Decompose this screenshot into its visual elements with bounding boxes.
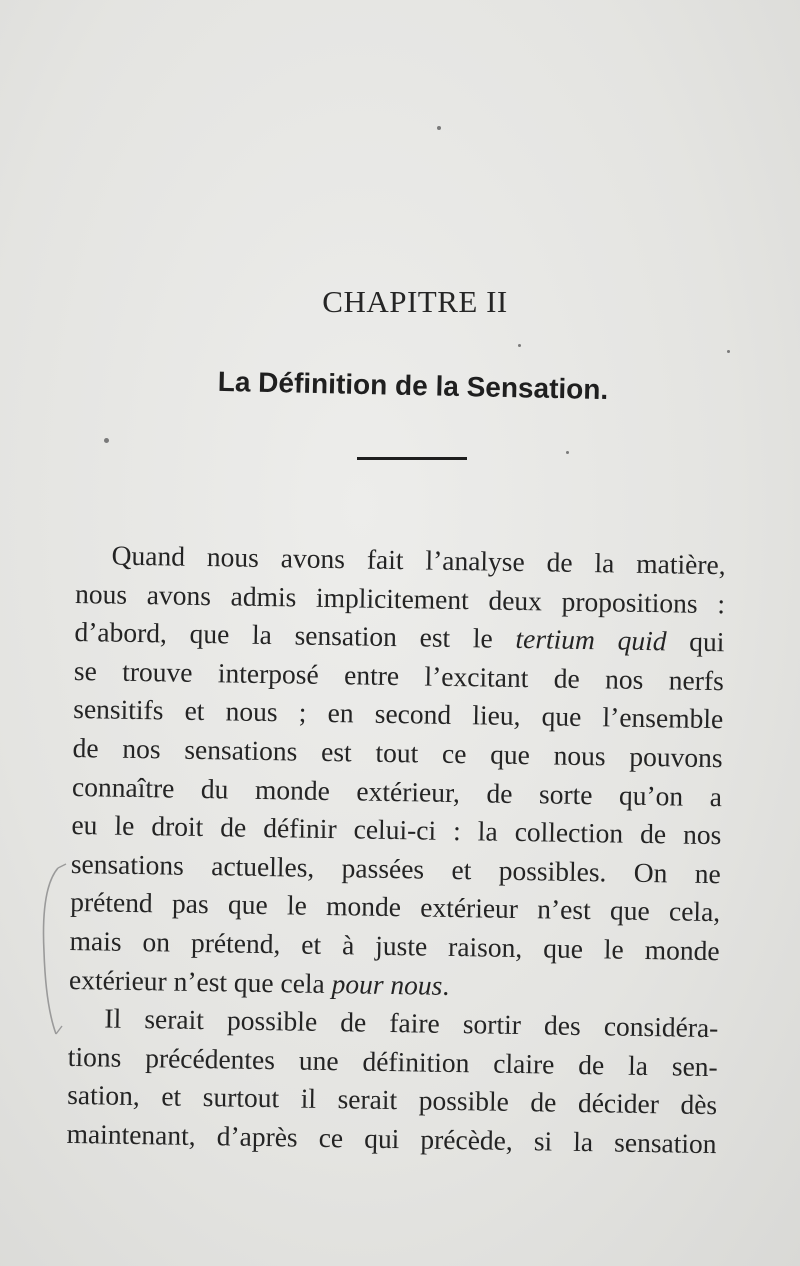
text-fragment: d’abord, que la sensation est le: [74, 616, 494, 654]
chapter-heading: CHAPITRE II: [322, 284, 508, 319]
text-line: maintenant, d’après ce qui précède, si la sensation: [66, 1117, 717, 1160]
margin-pencil-mark: [36, 862, 72, 1042]
text-line: tions précédentes une définition claire de la sen-: [67, 1040, 718, 1082]
ink-speck: [104, 438, 109, 443]
text-line: se trouve interposé entre l’excitant de nos nerfs: [73, 654, 725, 696]
title-rule: [357, 457, 467, 460]
text-line: sensations actuelles, passées et possibles. On ne: [70, 847, 722, 889]
text-line: Il serait possible de faire sortir des considéra-: [104, 1002, 719, 1044]
ink-speck: [518, 344, 521, 347]
ink-speck: [566, 451, 569, 454]
text-line: Quand nous avons fait l’analyse de la matière,: [111, 539, 726, 581]
italic-phrase: pour nous: [331, 967, 443, 1001]
text-fragment: qui: [689, 625, 725, 658]
text-fragment: .: [442, 969, 450, 1001]
text-line: prétend pas que le monde extérieur n’est que cela,: [70, 886, 721, 928]
text-line: connaître du monde extérieur, de sorte qu’on a: [71, 770, 723, 812]
text-line: de nos sensations est tout ce que nous pouvons: [72, 731, 723, 774]
chapter-title: La Définition de la Sensation.: [217, 365, 609, 406]
text-line: sation, et surtout il serait possible de décider dès: [66, 1079, 718, 1121]
italic-phrase: tertium quid: [515, 623, 667, 657]
text-line: eu le droit de définir celui-ci : la collection de nos: [71, 809, 722, 851]
text-line: nous avons admis implicitement deux propositions :: [74, 577, 726, 619]
text-line: sensitifs et nous ; en second lieu, que l’ensemble: [73, 693, 724, 735]
body-text: [66, 536, 726, 1164]
ink-speck: [437, 126, 441, 130]
text-fragment: extérieur n’est que cela: [68, 963, 326, 999]
text-line: mais on prétend, et à juste raison, que le monde: [69, 924, 720, 967]
ink-speck: [727, 350, 730, 353]
